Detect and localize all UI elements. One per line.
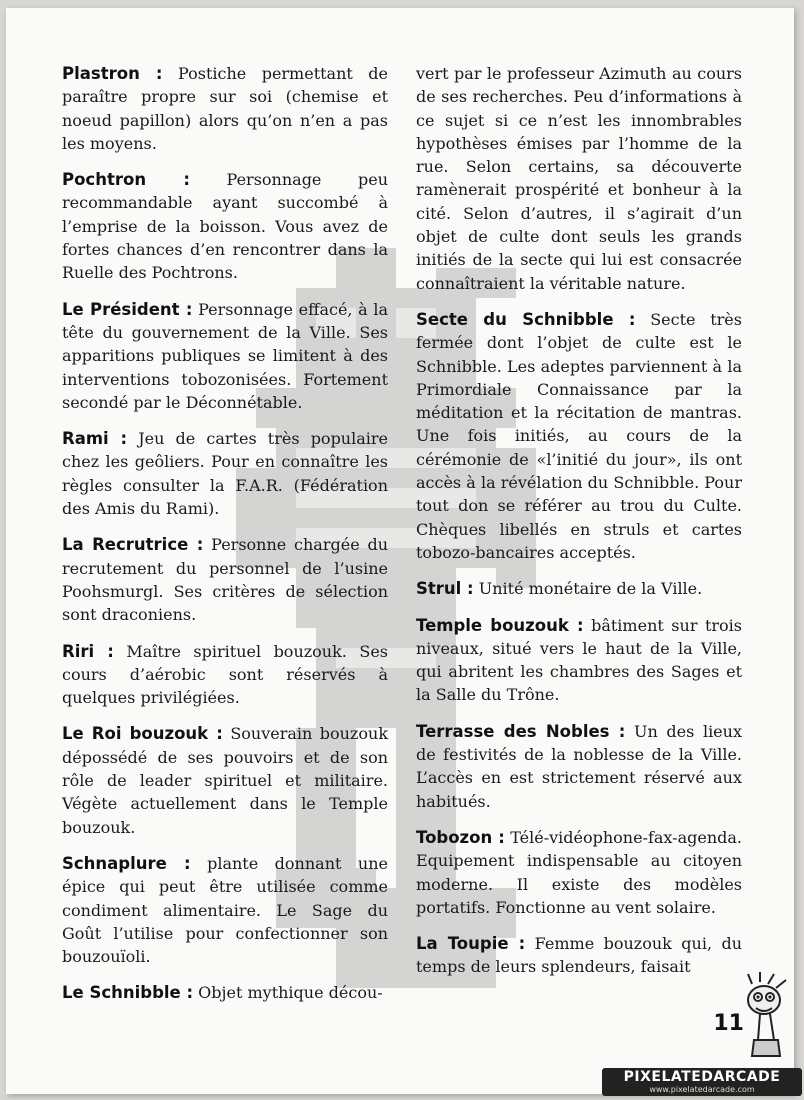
term-label: La Recrutrice : (62, 535, 204, 555)
definition-text: bâtiment sur trois niveaux, situé vers le haut de la Ville, qui abritent les chambres des Sages et la Salle du Trône. (416, 615, 743, 705)
glossary-entry-le-schnibble (62, 981, 388, 1004)
term-label: La Toupie : (416, 934, 526, 954)
mascot-character-icon (730, 970, 800, 1060)
watermark-title: PIXELATEDARCADE (623, 1069, 781, 1085)
definition-text: Objet mythique décou- (198, 983, 383, 1003)
term-label: Le Roi bouzouk : (62, 724, 223, 744)
glossary-entry-plastron (62, 62, 388, 155)
glossary-right-column (416, 62, 742, 992)
term-label: Le Président : (62, 299, 193, 319)
definition-text: plante donnant une épice qui peut être utilisée comme condiment alimentaire. Le Sage du Goût l’utilise pour confectionner son bouzouïoli. (62, 853, 388, 967)
definition-text: Personnage effacé, à la tête du gouvernement de la Ville. Ses apparitions publiques se limitent à des interventions tobozonisées. Fortement secondé par le Déconnétable. (62, 299, 389, 412)
definition-text: Secte très fermée dont l’objet de culte est le Schnibble. Les adeptes parviennent à la Primordiale Connaissance par la méditation et la récitation de mantras. Une fois initiés, au cours de la cérémonie de «l’initié du jour», ils ont accès à la révélation du Schnibble. Pour tout don se référer au trou du Culte. Chèques libellés en struls et cartes tobozo-bancaires acceptés. (416, 309, 742, 562)
glossary-entry-le-roi-bouzouk (62, 722, 388, 838)
definition-text: vert par le professeur Azimuth au cours de ses recherches. Peu d’informations à ce sujet si ce n’est les innombrables hypothèses émises par l’homme de la rue. Selon certains, sa découverte ramènerait prospérité et bonheur à la cité. Selon d’autres, il s’agirait d’un objet de culte dont seuls les grands initiés de la secte qui lui est consacrée connaîtraient la véritable nature. (416, 64, 742, 293)
definition-text: Souverain bouzouk dépossédé de ses pouvoirs et de son rôle de leader spirituel et militaire. Végète actuellement dans le Temple bouzouk. (62, 724, 389, 837)
glossary-entry-le-president (62, 298, 388, 414)
definition-text: Personnage peu recommandable ayant succombé à l’emprise de la boisson. Vous avez de fortes chances d’en rencontrer dans la Ruelle des Pochtrons. (62, 170, 389, 283)
term-label: Strul : (416, 579, 474, 599)
glossary-entry-riri (62, 640, 388, 710)
glossary-entry-terrasse-des-nobles (416, 720, 742, 813)
definition-text: Télé-vidéophone-fax-agenda. Equipement indispensable au citoyen moderne. Il existe des modèles portatifs. Fonctionne au vent solaire. (416, 827, 742, 917)
definition-text: Maître spirituel bouzouk. Ses cours d’aérobic sont réservés à quelques privilégiées. (62, 641, 389, 708)
term-label: Schnaplure : (62, 853, 191, 873)
watermark-url: www.pixelatedarcade.com (649, 1085, 755, 1094)
glossary-entry-tobozon (416, 826, 742, 919)
glossary-entry-secte-du-schnibble (416, 308, 742, 564)
page-number: 11 (713, 1011, 744, 1036)
definition-text: Un des lieux de festivités de la noblesse de la Ville. L’accès en est strictement réservé aux habitués. (416, 721, 742, 811)
term-label: Pochtron : (62, 170, 190, 190)
glossary-entry-la-recrutrice (62, 533, 388, 626)
glossary-entry-pochtron (62, 168, 388, 284)
definition-text: Jeu de cartes très populaire chez les geôliers. Pour en connaître les règles consulter la F.A.R. (Fédération des Amis du Rami). (62, 429, 389, 519)
definition-text: Personne chargée du recrutement du personnel de l’usine Poohsmurgl. Ses critères de sélection sont draconiens. (62, 535, 388, 625)
definition-text: Unité monétaire de la Ville. (478, 579, 703, 599)
manual-page (6, 8, 794, 1094)
watermark-banner (602, 1068, 802, 1096)
term-label: Riri : (62, 641, 114, 661)
glossary-entry-rami (62, 427, 388, 520)
term-label: Temple bouzouk : (416, 615, 584, 635)
term-label: Le Schnibble : (62, 983, 194, 1003)
term-label: Tobozon : (416, 827, 505, 847)
glossary-entry-strul (416, 577, 742, 600)
definition-text: Postiche permettant de paraître propre sur soi (chemise et noeud papillon) alors qu’on n’en a pas les moyens. (62, 64, 388, 153)
glossary-entry-schnaplure (62, 852, 388, 968)
glossary-entry-temple-bouzouk (416, 614, 742, 707)
term-label: Plastron : (62, 64, 163, 83)
term-label: Terrasse des Nobles : (416, 721, 626, 741)
glossary-entry-la-toupie (416, 932, 742, 979)
term-label: Rami : (62, 429, 128, 449)
term-label: Secte du Schnibble : (416, 309, 636, 329)
definition-text: Femme bouzouk qui, du temps de leurs splendeurs, faisait (416, 934, 743, 977)
glossary-entry-continuation (416, 62, 742, 295)
glossary-left-column (62, 62, 388, 1018)
